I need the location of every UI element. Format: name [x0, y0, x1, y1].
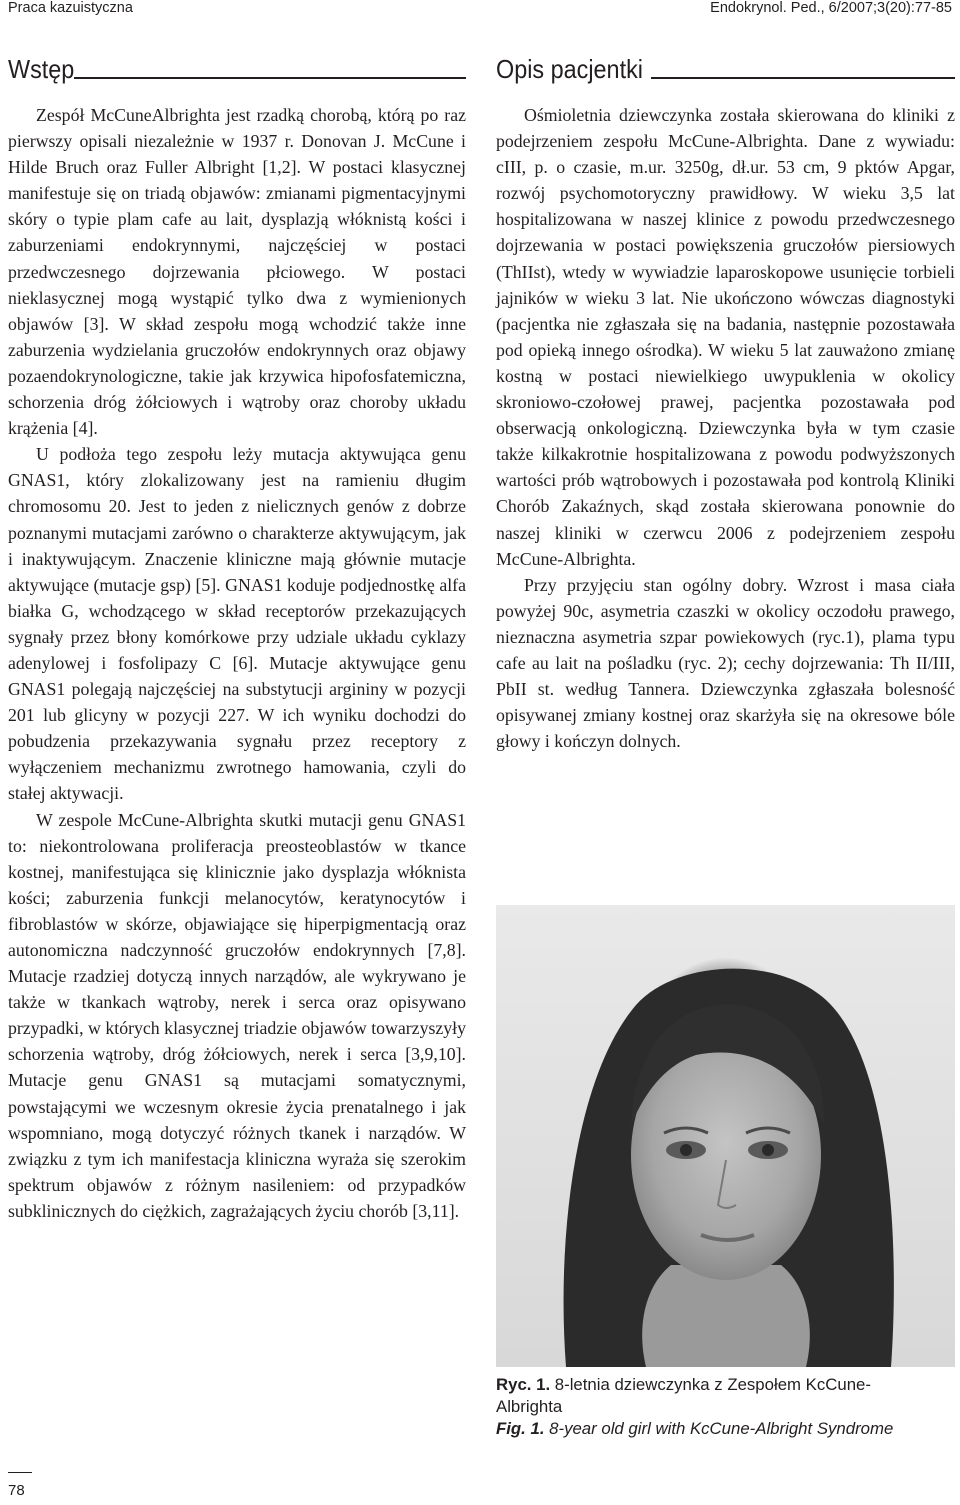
page-number: 78	[8, 1482, 25, 1499]
case-paragraph-1: Ośmioletnia dziewczynka została skierowana do kliniki z podejrzeniem zespołu McCune-Albrighta. Dane z wywiadu: cIII, p. o czasie, m.ur. 3250g, dł.ur. 53 cm, 9 pktów Apgar, rozwój psychomotoryczny prawidłowy. W wieku 3,5 lat hospitalizowana w naszej klinice z powodu przedwczesnego dojrzewania w postaci powiększenia gruczołów piersiowych (ThIIst), wtedy w wywiadzie laparoskopowe usunięcie torbieli jajników w wieku 3 lat. Nie ukończono wówczas diagnostyki (pacjentka nie zgłaszała się na badania, następnie pozostawała pod opieką innego ośrodka). W wieku 5 lat zauważono zmianę kostną w postaci niewielkiego uwypuklenia w okolicy skroniowo-czołowej prawej, pacjentka pozostawała pod obserwacją onkologiczną. Dziewczynka była w tym czasie także kilkakrotnie hospitalizowana z powodu podwyższonych wartości prób wątrobowych i pozostawała pod kontrolą Kliniki Chorób Zakaźnych, skąd została skierowana ponownie do naszej kliniki w czerwcu 2006 z podejrzeniem zespołu McCune-Albrighta.	[496, 105, 955, 569]
intro-paragraph-1: Zespół McCuneAlbrighta jest rzadką chorobą, którą po raz pierwszy opisali niezależnie w 1937 r. Donovan J. McCune i Hilde Bruch oraz Fuller Albright [1,2]. W postaci klasycznej manifestuje się on triadą objawów: zmianami pigmentacyjnymi skóry o typie plam cafe au lait, dysplazją włóknistą kości i zaburzeniami endokrynnymi, najczęściej w postaci przedwczesnego dojrzewania płciowego. W postaci nieklasycznej mogą wystąpić tylko dwa z wymienionych objawów [3]. W skład zespołu mogą wchodzić także inne zaburzenia wydzielania gruczołów endokrynnych oraz objawy pozaendokrynologiczne, takie jak krzywica hipofosfatemiczna, schorzenia dróg żółciowych i wątroby oraz choroby układu krążenia [4].	[8, 105, 466, 439]
patient-photo-illustration	[496, 905, 955, 1367]
case-heading: Opis pacjentki	[496, 54, 643, 84]
caption-polish	[496, 1374, 936, 1418]
intro-heading: Wstęp	[8, 54, 75, 84]
intro-paragraph-2: U podłoża tego zespołu leży mutacja aktywująca genu GNAS1, który zlokalizowany jest na ramieniu długim chromosomu 20. Jest to jeden z nielicznych genów z dobrze poznanymi mutacjami zarówno o charakterze aktywującym, jak i inaktywującym. Znaczenie kliniczne mają głównie mutacje aktywujące (mutacje gsp) [5]. GNAS1 koduje podjednostkę alfa białka G, wchodzącego w skład receptorów przekazujących sygnały przez błony komórkowe przy udziale układu cyklazy adenylowej i fosfolipazy C [6]. Mutacje aktywujące genu GNAS1 polegają najczęściej na substytucji argininy w pozycji 201 lub glicyny w pozycji 227. W ich wyniku dochodzi do pobudzenia przekazywania sygnału przez receptory z wyłączeniem mechanizmu zwrotnego hamowania, czyli do stałej aktywacji.	[8, 444, 466, 804]
intro-paragraph-3: W zespole McCune-Albrighta skutki mutacji genu GNAS1 to: niekontrolowana proliferacja preosteoblastów w tkance kostnej, manifestująca się klinicznie jako dysplazja włóknista kości; zaburzenia funkcji melanocytów, keratynocytów i fibroblastów w skórze, objawiające się hiperpigmentacją oraz autonomiczna nadczynność gruczołów endokrynnych [7,8]. Mutacje rzadziej dotyczą innych narządów, ale wykrywano je także w tkankach wątroby, nerek i serca oraz opisywano przypadki, w których klasycznej triadzie objawów towarzyszyły schorzenia wątroby, dróg żółciowych, nerek i serca [3,9,10]. Mutacje genu GNAS1 są mutacjami somatycznymi, powstającymi we wczesnym okresie życia prenatalnego i jak wspomniano, mogą dotyczyć różnych tkanek i narządów. W związku z tym ich manifestacja kliniczna wyraża się szerokim spektrum objawów z różnym nasileniem: od przypadków subklinicznych do ciężkich, zagrażających życiu chorób [3,11].	[8, 809, 466, 1221]
caption-label-en: Fig. 1.	[496, 1419, 545, 1438]
caption-label-pl: Ryc. 1.	[496, 1375, 551, 1394]
running-head-journal: Endokrynol. Ped., 6/2007;3(20):77-85	[710, 0, 952, 16]
left-column	[8, 52, 466, 1224]
heading-rule	[651, 77, 955, 79]
running-head	[8, 0, 952, 18]
intro-body	[8, 102, 466, 1224]
running-head-section: Praca kazuistyczna	[8, 0, 133, 16]
caption-text-pl: 8-letnia dziewczynka z Zespołem KcCune-Albrighta	[496, 1375, 871, 1416]
footer-rule	[8, 1472, 32, 1473]
case-paragraph-2: Przy przyjęciu stan ogólny dobry. Wzrost i masa ciała powyżej 90c, asymetria czaszki w okolicy oczodołu prawego, nieznaczna asymetria szpar powiekowych (ryc.1), plama typu cafe au lait na pośladku (ryc. 2); cechy dojrzewania: Th II/III, PbII st. według Tannera. Dziewczynka zgłaszała bolesność opisywanej zmiany kostnej oraz skarżyła się na okresowe bóle głowy i kończyn dolnych.	[496, 574, 955, 752]
intro-section-header	[8, 52, 466, 84]
heading-rule	[74, 77, 466, 79]
right-column	[496, 52, 955, 754]
caption-english	[496, 1418, 936, 1440]
caption-text-en: 8-year old girl with KcCune-Albright Syndrome	[544, 1419, 894, 1438]
case-body	[496, 102, 955, 754]
case-section-header	[496, 52, 955, 84]
figure-caption	[496, 1374, 936, 1440]
patient-photo	[496, 905, 955, 1367]
